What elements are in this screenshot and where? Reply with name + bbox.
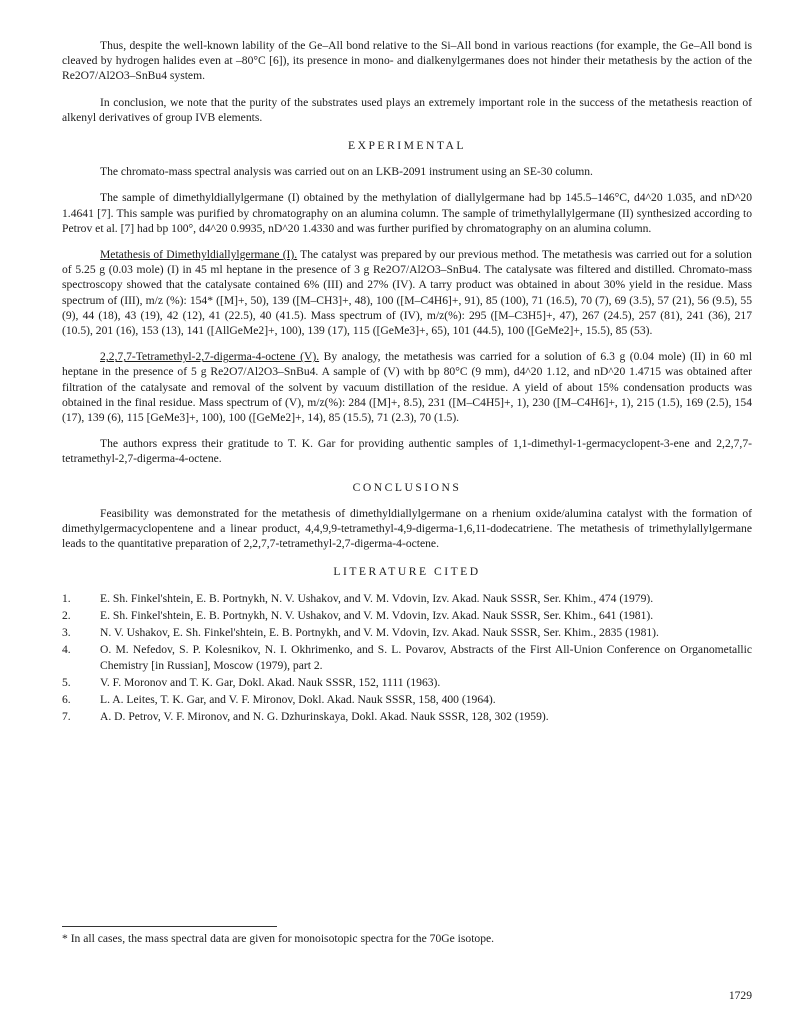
paragraph-intro-1: Thus, despite the well-known lability of the Ge–All bond relative to the Si–All bond in various reactions (for example, the Ge–All bond is cleaved by hydrogen halides even at –80°C [6]), its presence in mono- and dialkenylgermanes does not hinder their metathesis by the action of the Re2O7/Al2O3–SnBu4 system.: [62, 39, 752, 83]
reference-item: [62, 675, 752, 690]
reference-number: 7.: [62, 710, 71, 724]
heading-literature-cited: LITERATURE CITED: [333, 565, 481, 579]
reference-number: 1.: [62, 591, 71, 605]
footnote: [62, 926, 752, 946]
subheading-metathesis-i: Metathesis of Dimethyldiallylgermane (I).: [100, 248, 298, 262]
reference-list: [62, 591, 752, 725]
paragraph-exp-4: [62, 349, 752, 425]
reference-text: E. Sh. Finkel'shtein, E. B. Portnykh, N. V. Ushakov, and V. M. Vdovin, Izv. Akad. Nauk SSSR, Ser. Khim., 474 (1979).: [100, 591, 654, 605]
paragraph-exp-1: The chromato-mass spectral analysis was carried out on an LKB-2091 instrument using an SE-30 column.: [100, 165, 593, 179]
paragraph-exp-2: The sample of dimethyldiallylgermane (I) obtained by the methylation of diallylgermane had bp 145.5–146°C, d4^20 1.035, and nD^20 1.4641 [7]. This sample was purified by chromatography on an alumina column. The sample of trimethylallylgermane (II) synthesized according to Petrov et al. [7] had bp 100°, d4^20 0.9935, nD^20 1.4330 and was further purified by chromatography on an alumina column.: [62, 191, 752, 235]
paragraph-intro-2: In conclusion, we note that the purity of the substrates used plays an extremely important role in the success of the metathesis reaction of alkenyl derivatives of group IVB elements.: [62, 95, 752, 124]
paragraph-conclusions: Feasibility was demonstrated for the metathesis of dimethyldiallylgermane on a rhenium oxide/alumina catalyst with the formation of dimethylgermacyclopentene and a linear product, 4,4,9,9-tetramethyl-4,9-digerma-1,6,11-dodecatriene. The metathesis of trimethylallylgermane leads to the quantitative preparation of 2,2,7,7-tetramethyl-2,7-digerma-4-octene.: [62, 506, 752, 551]
reference-text: V. F. Moronov and T. K. Gar, Dokl. Akad. Nauk SSSR, 152, 1111 (1963).: [100, 675, 441, 689]
footnote-text: * In all cases, the mass spectral data are given for monoisotopic spectra for the 70Ge isotope.: [62, 932, 495, 945]
paragraph-exp-3: [62, 247, 752, 338]
paragraph-exp-3-body: The catalyst was prepared by our previous method. The metathesis was carried out for a solution of 5.25 g (0.03 mole) (I) in 45 ml heptane in the presence of 3 g Re2O7/Al2O3–SnBu4. The catalysate was filtered and distilled. Chromato-mass spectroscopy showed that the catalysate contained 6% (III) and 27% (IV). A tarry product was obtained in about 30% yield in the residue. Mass spectrum of (III), m/z (%): 154* ([M]+, 50), 139 ([M–CH3]+, 48), 100 ([M–C4H6]+, 91), 85 (100), 71 (16.5), 70 (7), 69 (3.5), 57 (21), 56 (9.5), 55 (9), 44 (18), 43 (19), 42 (12), 41 (22.5), 40 (41.5). Mass spectrum of (IV), m/z(%): 295 ([M–C3H5]+, 47), 267 (24.5), 257 (81), 241 (36), 217 (10.5), 201 (16), 153 (13), 141 ([AllGeMe2]+, 100), 139 (17), 115 ([GeMe3]+, 65), 101 (44.5), 100 ([GeMe2]+, 15.5), 85 (53).: [62, 248, 752, 338]
reference-number: 3.: [62, 626, 71, 640]
heading-experimental: EXPERIMENTAL: [348, 139, 466, 153]
reference-text: O. M. Nefedov, S. P. Kolesnikov, N. I. Okhrimenko, and S. L. Povarov, Abstracts of the First All-Union Conference on Organometallic Chemistry [in Russian], Moscow (1979), part 2.: [100, 643, 752, 672]
reference-text: L. A. Leites, T. K. Gar, and V. F. Mironov, Dokl. Akad. Nauk SSSR, 158, 400 (1964).: [100, 692, 496, 706]
reference-item: [62, 692, 752, 707]
reference-number: 4.: [62, 643, 71, 657]
reference-text: N. V. Ushakov, E. Sh. Finkel'shtein, E. B. Portnykh, and V. M. Vdovin, Izv. Akad. Nauk SSSR, Ser. Khim., 2835 (1981).: [100, 626, 659, 640]
reference-text: E. Sh. Finkel'shtein, E. B. Portnykh, N. V. Ushakov, and V. M. Vdovin, Izv. Akad. Nauk SSSR, Ser. Khim., 641 (1981).: [100, 608, 654, 622]
heading-conclusions: CONCLUSIONS: [352, 480, 462, 494]
footnote-rule: [62, 926, 277, 927]
reference-item: [62, 591, 752, 606]
reference-number: 2.: [62, 608, 71, 622]
paragraph-acknowledgement: The authors express their gratitude to T. K. Gar for providing authentic samples of 1,1-dimethyl-1-germacyclopent-3-ene and 2,2,7,7-tetramethyl-2,7-digerma-4-octene.: [62, 437, 752, 466]
reference-item: [62, 625, 752, 640]
reference-item: [62, 709, 752, 724]
reference-text: A. D. Petrov, V. F. Mironov, and N. G. Dzhurinskaya, Dokl. Akad. Nauk SSSR, 128, 302 (1959).: [100, 710, 549, 724]
reference-item: [62, 608, 752, 623]
page-number: 1729: [728, 989, 752, 1002]
reference-number: 5.: [62, 675, 71, 689]
reference-number: 6.: [62, 692, 71, 706]
subheading-compound-v: 2,2,7,7-Tetramethyl-2,7-digerma-4-octene (V).: [100, 350, 320, 364]
reference-item: [62, 642, 752, 672]
paper-page: [62, 38, 752, 726]
paragraph-exp-4-body: By analogy, the metathesis was carried for a solution of 6.3 g (0.04 mole) (II) in 60 ml heptane in the presence of 5 g Re2O7/Al2O3–SnBu4. A sample of (V) with bp 80°C (9 mm), d4^20 1.12, and nD^20 1.4715 was obtained after filtration of the catalysate and removal of the solvent by vacuum distillation of the residue. A yield of about 15% condensation products was obtained in the final residue. Mass spectrum of (V), m/z(%): 284 ([M]+, 8.5), 231 ([M–C4H5]+, 1), 230 ([M–C4H6]+, 1), 215 (1.5), 169 (2.5), 154 (17), 139 (6), 115 [GeMe3]+, 100), 100 ([GeMe2]+, 14), 85 (15.5), 71 (2.3), 70 (1.5).: [62, 350, 752, 425]
